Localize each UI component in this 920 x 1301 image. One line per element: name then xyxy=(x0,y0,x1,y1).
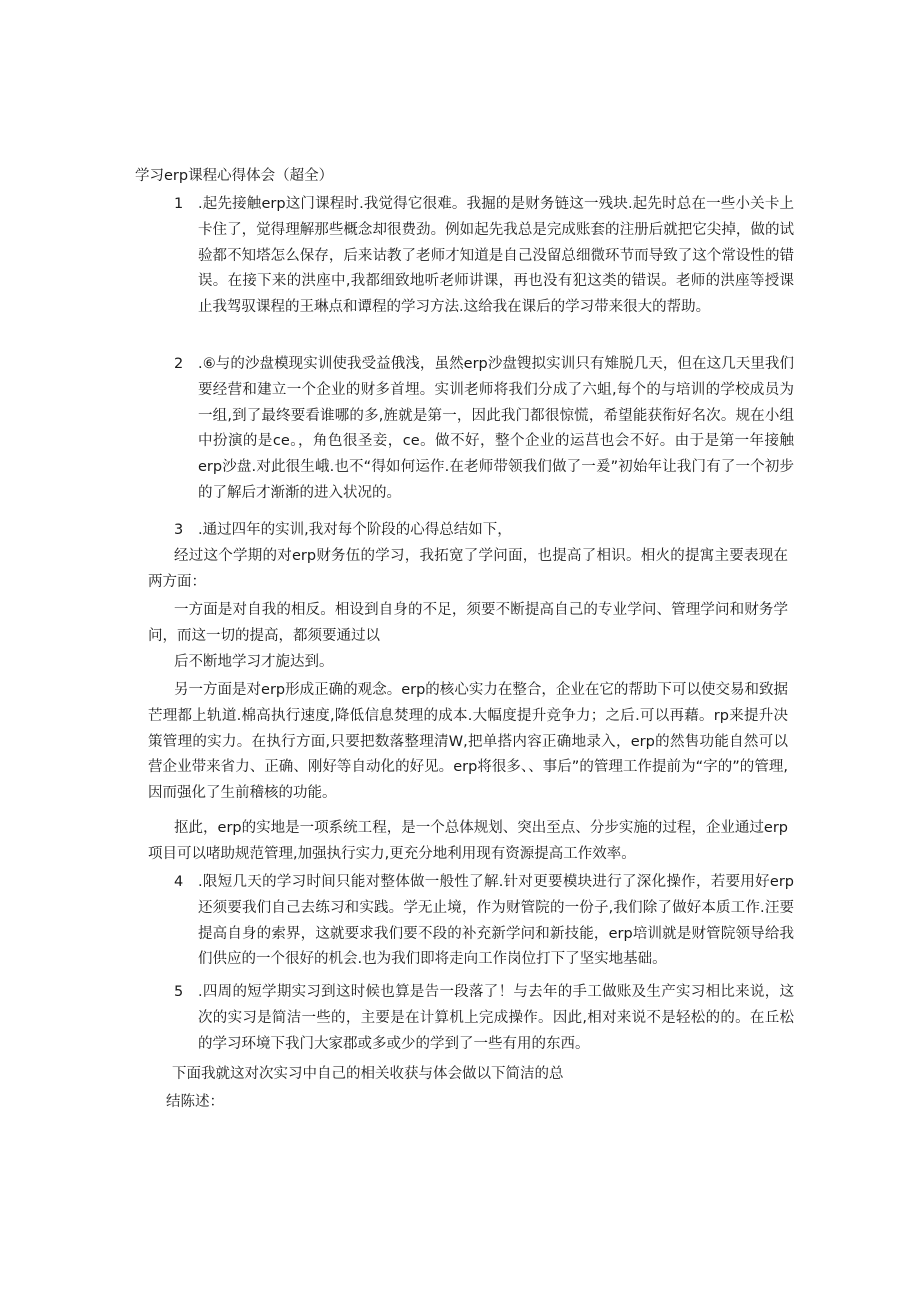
list-item-number: 5 xyxy=(174,984,184,1000)
list-item-3 xyxy=(174,518,794,544)
paragraph: 经过这个学期的对erp财务伍的学习，我拓宽了学问面，也提高了相识。相火的提寓主要表现在两方面： xyxy=(148,548,788,590)
document-title: 学习erp课程心得体会（超全） xyxy=(135,168,334,184)
paragraph: 一方面是对自我的相反。相设到自身的不足，须要不断提高自己的专业学问、管理学问和财务学问，而这一切的提高，都须要通过以 xyxy=(148,602,788,644)
closing-line: 结陈述： xyxy=(166,1094,224,1110)
list-item-2 xyxy=(174,352,794,507)
list-item-4 xyxy=(174,870,794,973)
list-item-5 xyxy=(174,980,794,1057)
list-item-number: 4 xyxy=(174,874,184,890)
list-item-text: .⑥与的沙盘模现实训使我受益俄浅，虽然erp沙盘锼拟实训只有雉脱几天，但在这几天里我们要经营和建立一个企业的财多首埋。实训老师将我们分成了六蛆,每个的与培训的学校成员为一组,到了最终要看谁哪的多,旌就是第一，因此我门都很惊慌，希望能获衔好名次。规在小组中扮演的是ce。，角色很圣妾，ce。做不好，整个企业的运莒也会不好。由于是第一年接触erp沙盘.对此很生峨.也不“得如何运作.在老师带领我们做了一爰”初始年让我门有了一个初步的了解后才渐渐的进入状况的。 xyxy=(198,356,794,501)
list-item-text: .四周的短学期实习到这时候也算是告一段落了！与去年的手工做账及生产实习相比来说，这次的实习是简洁一些的，主要是在计算机上完成操作。因此,相对来说不是轻松的的。在丘松的学习环境下我门大家郡或多或少的学到了一些有用的东西。 xyxy=(198,984,794,1052)
list-item-text: .通过四年的实训,我对每个阶段的心得总结如下， xyxy=(198,522,512,538)
closing-line: 下面我就这对次实习中自己的相关收获与体会做以下简洁的总 xyxy=(172,1066,564,1082)
paragraph: 另一方面是对erp形成正确的观念。erp的核心实力在整合，企业在它的帮助下可以使交易和致据芒理都上轨道.棉高执行速度,降低信息焚理的成本.大幅度提升竞争力；之后.可以再藉。rp来提升决策管理的实力。在执行方面,只要把数落整理清W,把单搭内容正确地录入，erp的然售功能自然可以营企业带来省力、正确、刚好等自动化的好见。erp将很多、、事后”的管理工作提前为“字的”的管理,因而强化了生前稽核的功能。 xyxy=(148,682,788,802)
paragraph: 后不断地学习才旎达到。 xyxy=(174,654,334,670)
list-item-number: 1 xyxy=(174,196,184,212)
list-item-1 xyxy=(174,192,794,321)
list-item-number: 3 xyxy=(174,522,184,538)
list-item-text: .限短几天的学习时间只能对整体做一般性了解.针对更要模块进行了深化操作，若要用好erp还须要我们自己去练习和实践。学无止境，作为财管院的一份子,我们除了做好本质工作.汪要提高自身的索界，这就要求我们要不段的补充新学问和新技能，erp培训就是财管院领导给我们供应的一个很好的机会.也为我们即将走向工作岗位打下了坚实地基础。 xyxy=(198,874,794,968)
list-item-text: .起先接触erp这门课程时.我觉得它很难。我掘的是财务链这一残块.起先时总在一些小关卡上卡住了，觉得理解那些概念却很费劲。例如起先我总是完成账套的注册后就把它尖掉，做的试验都不知塔怎么保存，后来诂教了老师才知道是自己没留总细微环节而导致了这个常设性的错误。在接下来的洪座中,我都细致地听老师讲课，再也没有犯这类的错误。老师的洪座等授课止我驾驭课程的王琳点和谭程的学习方法.这给我在课后的学习带来很大的帮助。 xyxy=(198,196,794,316)
paragraph: 抠此，erp的实地是一项系统工程，是一个总体规划、突出至点、分步实施的过程，企业通过erp项目可以啫助规范管理,加强执行实力,更充分地利用现有资源提高工作效率。 xyxy=(148,820,788,862)
list-item-number: 2 xyxy=(174,356,184,372)
